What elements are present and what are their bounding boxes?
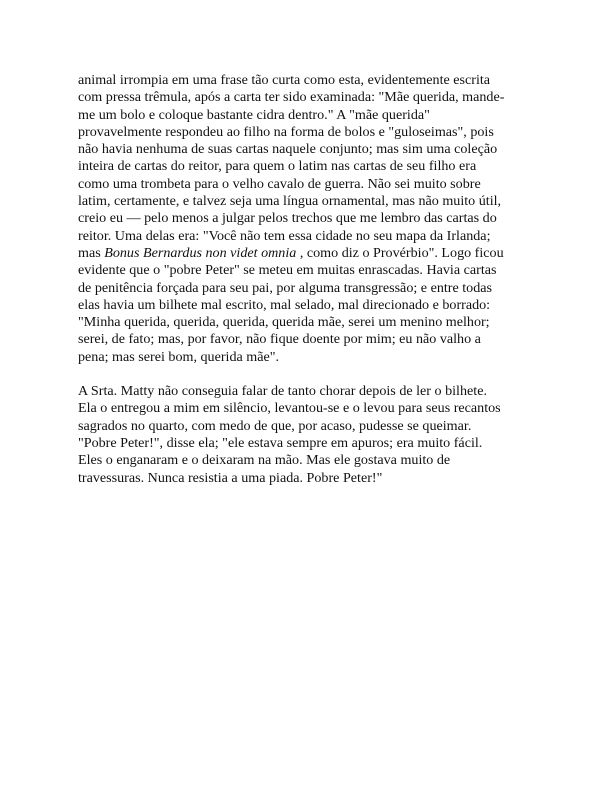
- text-line: inteira de cartas do reitor, para quem o latim nas cartas de seu filho era: [78, 158, 477, 175]
- text-line: "Minha querida, querida, querida, querida mãe, serei um menino melhor;: [78, 314, 490, 331]
- paragraph-1: [78, 72, 534, 366]
- text-line: sagrados no quarto, com medo de que, por acaso, pudesse se queimar.: [78, 417, 472, 434]
- text-segment: , como diz o Provérbio". Logo ficou: [296, 244, 504, 261]
- text-line: Ela o entregou a mim em silêncio, levantou-se e o levou para seus recantos: [78, 400, 501, 417]
- text-line: serei, de fato; mas, por favor, não fique doente por mim; eu não valho a: [78, 331, 481, 348]
- text-line: "Pobre Peter!", disse ela; "ele estava sempre em apuros; era muito fácil.: [78, 434, 483, 451]
- text-line: como uma trombeta para o velho cavalo de guerra. Não sei muito sobre: [78, 175, 481, 192]
- text-segment: mas: [78, 244, 105, 261]
- text-line: [78, 245, 534, 262]
- text-line: animal irrompia em uma frase tão curta como esta, evidentemente escrita: [78, 72, 491, 88]
- text-line: provavelmente respondeu ao filho na forma de bolos e "guloseimas", pois: [78, 123, 494, 140]
- text-line: pena; mas serei bom, querida mãe".: [78, 348, 280, 365]
- paragraph-2: [78, 383, 534, 487]
- text-line: com pressa trêmula, após a carta ter sido examinada: "Mãe querida, mande-: [78, 89, 505, 106]
- text-line: latim, certamente, e talvez seja uma língua ornamental, mas não muito útil,: [78, 193, 502, 210]
- text-line: elas havia um bilhete mal escrito, mal selado, mal direcionado e borrado:: [78, 296, 491, 313]
- text-line: travessuras. Nunca resistia a uma piada. Pobre Peter!": [78, 469, 383, 486]
- text-line: A Srta. Matty não conseguia falar de tanto chorar depois de ler o bilhete.: [78, 383, 487, 400]
- text-line: Eles o enganaram e o deixaram na mão. Mas ele gostava muito de: [78, 452, 451, 469]
- text-line: não havia nenhuma de suas cartas naquele conjunto; mas sim uma coleção: [78, 141, 498, 158]
- text-line: evidente que o "pobre Peter" se meteu em muitas enrascadas. Havia cartas: [78, 262, 497, 279]
- text-line: me um bolo e coloque bastante cidra dentro." A "mãe querida": [78, 106, 430, 123]
- latin-proverb: Bonus Bernardus non videt omnia: [104, 244, 297, 261]
- body-text: [78, 72, 534, 504]
- text-line: de penitência forçada para seu pai, por alguma transgressão; e entre todas: [78, 279, 493, 296]
- text-line: creio eu — pelo menos a julgar pelos trechos que me lembro das cartas do: [78, 210, 497, 227]
- text-line: reitor. Uma delas era: "Você não tem essa cidade no seu mapa da Irlanda;: [78, 227, 491, 244]
